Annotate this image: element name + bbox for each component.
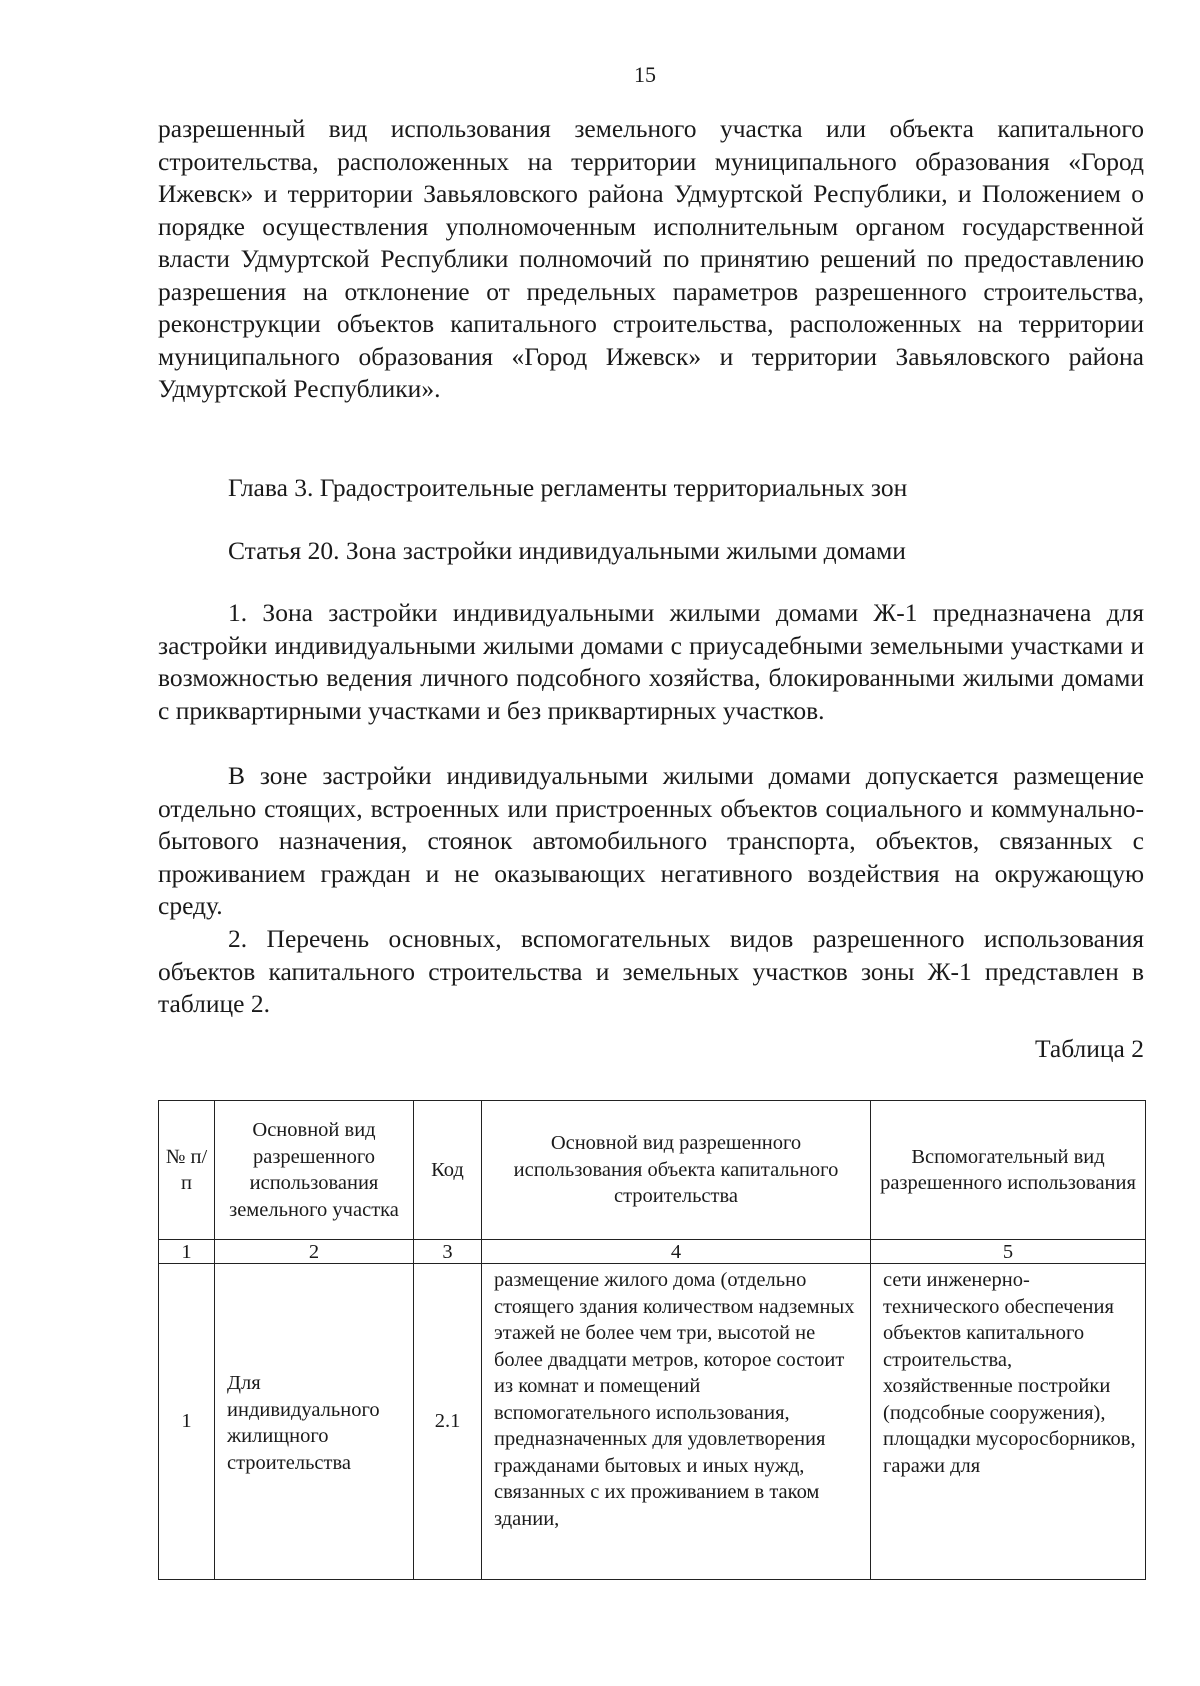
chapter-heading: Глава 3. Градостроительные регламенты территориальных зон <box>228 473 908 502</box>
paragraph-table-reference: 2. Перечень основных, вспомогательных видов разрешенного использования объектов капитального строительства и земельных участков зоны Ж-1 представлен в таблице 2. <box>158 924 1144 1018</box>
column-number: 3 <box>414 1240 482 1264</box>
row-code: 2.1 <box>414 1264 482 1580</box>
column-number: 2 <box>215 1240 414 1264</box>
row-auxiliary-use-cell <box>871 1264 1146 1580</box>
paragraph-zone-purpose: 1. Зона застройки индивидуальными жилыми домами Ж-1 предназначена для застройки индивидуальными жилыми домами с приусадебными земельными участками и возможностью ведения личного подсобного хозяйства, блокированными жилыми домами с приквартирными участками и без приквартирных участков. <box>158 598 1144 725</box>
column-number: 5 <box>871 1240 1146 1264</box>
row-number: 1 <box>159 1264 215 1580</box>
row-building-use-cell <box>482 1264 871 1580</box>
header-auxiliary-use: Вспомогательный вид разрешенного использования <box>871 1101 1146 1240</box>
column-number: 1 <box>159 1240 215 1264</box>
page-number: 15 <box>634 62 656 87</box>
paragraph-permitted-placement: В зоне застройки индивидуальными жилыми домами допускается размещение отдельно стоящих, встроенных или пристроенных объектов социального и коммунально-бытового назначения, стоянок автомобильного транспорта, объектов, связанных с проживанием граждан и не оказывающих негативного воздействия на окружающую среду. <box>158 761 1144 920</box>
permitted-use-table <box>158 1100 1146 1580</box>
article-heading: Статья 20. Зона застройки индивидуальными жилыми домами <box>228 536 906 565</box>
header-land-use: Основной вид разрешенного использования земельного участка <box>215 1101 414 1240</box>
header-number: № п/п <box>159 1101 215 1240</box>
column-number: 4 <box>482 1240 871 1264</box>
header-code: Код <box>414 1101 482 1240</box>
row-building-use: размещение жилого дома (отдельно стоящего здания количеством надземных этажей не более чем три, высотой не более двадцати метров, которое состоит из комнат и помещений вспомогательного использования, предназначенных для удовлетворения гражданами бытовых и иных нужд, связанных с их проживанием в таком здании, <box>494 1269 855 1530</box>
table-row <box>159 1264 1146 1580</box>
row-land-use: Для индивидуального жилищного строительства <box>215 1264 414 1580</box>
table-header-row <box>159 1101 1146 1240</box>
table-caption: Таблица 2 <box>1034 1034 1144 1063</box>
intro-paragraph: разрешенный вид использования земельного участка или объекта капитального строительства, расположенных на территории муниципального образования «Город Ижевск» и территории Завьяловского района Удмуртской Республики, и Положением о порядке осуществления уполномоченным исполнительным органом государственной власти Удмуртской Республики полномочий по принятию решений по предоставлению разрешения на отклонение от предельных параметров разрешенного строительства, реконструкции объектов капитального строительства, расположенных на территории муниципального образования «Город Ижевск» и территории Завьяловского района Удмуртской Республики». <box>158 114 1144 403</box>
header-building-use: Основной вид разрешенного использования объекта капитального строительства <box>482 1101 871 1240</box>
row-auxiliary-use: сети инженерно-технического обеспечения объектов капитального строительства, хозяйственные постройки (подсобные сооружения), площадки мусоросборников, гаражи для <box>883 1269 1136 1477</box>
table-column-numbers-row <box>159 1240 1146 1264</box>
